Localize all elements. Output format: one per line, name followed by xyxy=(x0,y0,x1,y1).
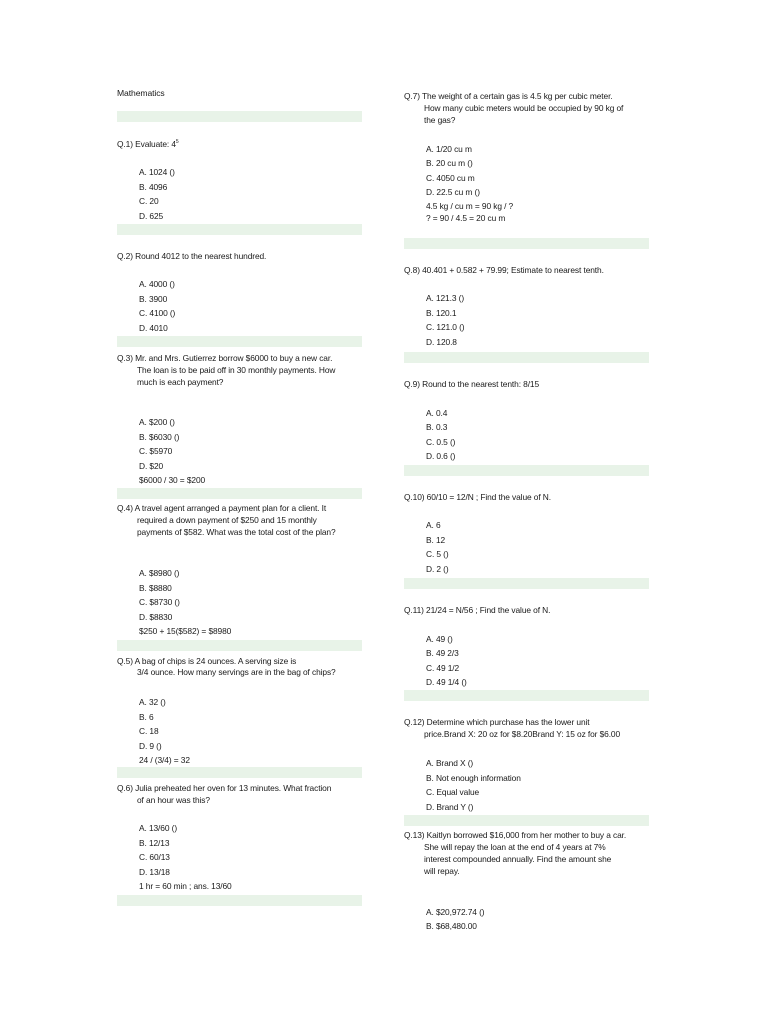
question-3-option-a: A. $200 () xyxy=(139,417,175,427)
row-separator xyxy=(404,465,649,476)
question-7-option-c: C. 4050 cu m xyxy=(426,173,475,183)
question-1-option-d: D. 625 xyxy=(139,211,164,221)
row-separator xyxy=(117,895,362,906)
question-13-prompt-line-1: Q.13) Kaitlyn borrowed $16,000 from her mother to buy a car. xyxy=(404,830,627,840)
question-12-option-b: B. Not enough information xyxy=(426,773,521,783)
question-4-prompt-line-1: Q.4) A travel agent arranged a payment plan for a client. It xyxy=(117,503,327,513)
question-4-solution: $250 + 15($582) = $8980 xyxy=(139,626,232,636)
question-7-solution-line-1: 4.5 kg / cu m = 90 kg / ? xyxy=(426,201,514,211)
question-7-prompt-line-2: How many cubic meters would be occupied by 90 kg of xyxy=(424,103,624,113)
question-12-prompt-line-1: Q.12) Determine which purchase has the lower unit xyxy=(404,717,590,727)
question-2-prompt: Q.2) Round 4012 to the nearest hundred. xyxy=(117,251,267,261)
question-1-option-b: B. 4096 xyxy=(139,182,168,192)
row-separator xyxy=(117,336,362,347)
question-13-prompt-line-2: She will repay the loan at the end of 4 years at 7% xyxy=(424,842,606,852)
row-separator xyxy=(404,578,649,589)
question-6-option-a: A. 13/60 () xyxy=(139,823,178,833)
question-3-option-c: C. $5970 xyxy=(139,446,173,456)
question-11-prompt: Q.11) 21/24 = N/56 ; Find the value of N. xyxy=(404,605,551,615)
row-separator xyxy=(404,690,649,701)
question-6-prompt-line-2: of an hour was this? xyxy=(137,795,210,805)
question-10-prompt: Q.10) 60/10 = 12/N ; Find the value of N. xyxy=(404,492,551,502)
question-3-prompt-line-1: Q.3) Mr. and Mrs. Gutierrez borrow $6000 to buy a new car. xyxy=(117,353,333,363)
question-4-option-a: A. $8980 () xyxy=(139,568,180,578)
question-5-prompt-line-2: 3/4 ounce. How many servings are in the bag of chips? xyxy=(137,667,336,677)
row-separator xyxy=(404,238,649,249)
row-separator xyxy=(117,111,362,122)
question-12-prompt-line-2: price.Brand X: 20 oz for $8.20Brand Y: 15 oz for $6.00 xyxy=(424,729,621,739)
question-8-option-b: B. 120.1 xyxy=(426,308,457,318)
question-6-option-d: D. 13/18 xyxy=(139,867,170,877)
question-3-prompt-line-2: The loan is to be paid off in 30 monthly payments. How xyxy=(137,365,336,375)
question-3-solution: $6000 / 30 = $200 xyxy=(139,475,206,485)
question-13-prompt-line-3: interest compounded annually. Find the amount she xyxy=(424,854,612,864)
question-13-option-b: B. $68,480.00 xyxy=(426,921,477,931)
question-7-option-d: D. 22.5 cu m () xyxy=(426,187,480,197)
question-4-option-b: B. $8880 xyxy=(139,583,172,593)
question-1-exponent: 5 xyxy=(175,139,179,146)
question-5-option-a: A. 32 () xyxy=(139,697,166,707)
question-6-option-c: C. 60/13 xyxy=(139,852,170,862)
row-separator xyxy=(117,224,362,235)
question-1-prompt: Q.1) Evaluate: $4^5$ xyxy=(117,139,179,149)
question-6-option-b: B. 12/13 xyxy=(139,838,170,848)
question-5-option-b: B. 6 xyxy=(139,712,154,722)
question-11-option-a: A. 49 () xyxy=(426,634,453,644)
question-9-prompt: Q.9) Round to the nearest tenth: 8/15 xyxy=(404,379,540,389)
question-10-option-b: B. 12 xyxy=(426,535,446,545)
question-13-option-a: A. $20,972.74 () xyxy=(426,907,485,917)
question-10-option-c: C. 5 () xyxy=(426,549,449,559)
row-separator xyxy=(117,640,362,651)
question-5-option-c: C. 18 xyxy=(139,726,159,736)
question-8-option-c: C. 121.0 () xyxy=(426,322,465,332)
question-9-option-c: C. 0.5 () xyxy=(426,437,456,447)
question-2-option-b: B. 3900 xyxy=(139,294,168,304)
question-8-option-d: D. 120.8 xyxy=(426,337,457,347)
question-11-option-b: B. 49 2/3 xyxy=(426,648,459,658)
row-separator xyxy=(404,352,649,363)
question-9-option-d: D. 0.6 () xyxy=(426,451,456,461)
question-9-option-b: B. 0.3 xyxy=(426,422,448,432)
question-11-option-d: D. 49 1/4 () xyxy=(426,677,467,687)
question-4-option-c: C. $8730 () xyxy=(139,597,180,607)
question-12-option-a: A. Brand X () xyxy=(426,758,474,768)
row-separator xyxy=(404,815,649,826)
row-separator xyxy=(117,767,362,778)
question-1-option-a: A. 1024 () xyxy=(139,167,175,177)
question-5-solution: 24 / (3/4) = 32 xyxy=(139,755,190,765)
question-12-option-d: D. Brand Y () xyxy=(426,802,474,812)
question-8-prompt: Q.8) 40.401 + 0.582 + 79.99; Estimate to nearest tenth. xyxy=(404,265,604,275)
question-3-option-d: D. $20 xyxy=(139,461,164,471)
question-13-prompt-line-4: will repay. xyxy=(424,866,460,876)
question-2-option-d: D. 4010 xyxy=(139,323,168,333)
row-separator xyxy=(117,488,362,499)
question-5-option-d: D. 9 () xyxy=(139,741,162,751)
question-2-option-a: A. 4000 () xyxy=(139,279,175,289)
question-9-option-a: A. 0.4 xyxy=(426,408,448,418)
question-3-prompt-line-3: much is each payment? xyxy=(137,377,224,387)
question-4-option-d: D. $8830 xyxy=(139,612,173,622)
question-1-option-c: C. 20 xyxy=(139,196,159,206)
document-title: Mathematics xyxy=(117,88,165,98)
question-7-option-a: A. 1/20 cu m xyxy=(426,144,472,154)
question-7-solution-line-2: ? = 90 / 4.5 = 20 cu m xyxy=(426,213,506,223)
question-11-option-c: C. 49 1/2 xyxy=(426,663,460,673)
question-7-prompt-line-1: Q.7) The weight of a certain gas is 4.5 kg per cubic meter. xyxy=(404,91,613,101)
question-7-prompt-line-3: the gas? xyxy=(424,115,456,125)
question-12-option-c: C. Equal value xyxy=(426,787,480,797)
question-6-prompt-line-1: Q.6) Julia preheated her oven for 13 minutes. What fraction xyxy=(117,783,332,793)
question-3-option-b: B. $6030 () xyxy=(139,432,180,442)
question-6-solution: 1 hr = 60 min ; ans. 13/60 xyxy=(139,881,232,891)
question-10-option-d: D. 2 () xyxy=(426,564,449,574)
question-10-option-a: A. 6 xyxy=(426,520,441,530)
question-8-option-a: A. 121.3 () xyxy=(426,293,465,303)
question-7-option-b: B. 20 cu m () xyxy=(426,158,473,168)
question-4-prompt-line-3: payments of $582. What was the total cost of the plan? xyxy=(137,527,336,537)
question-2-option-c: C. 4100 () xyxy=(139,308,176,318)
question-5-prompt-line-1: Q.5) A bag of chips is 24 ounces. A serving size is xyxy=(117,656,297,666)
question-4-prompt-line-2: required a down payment of $250 and 15 monthly xyxy=(137,515,317,525)
